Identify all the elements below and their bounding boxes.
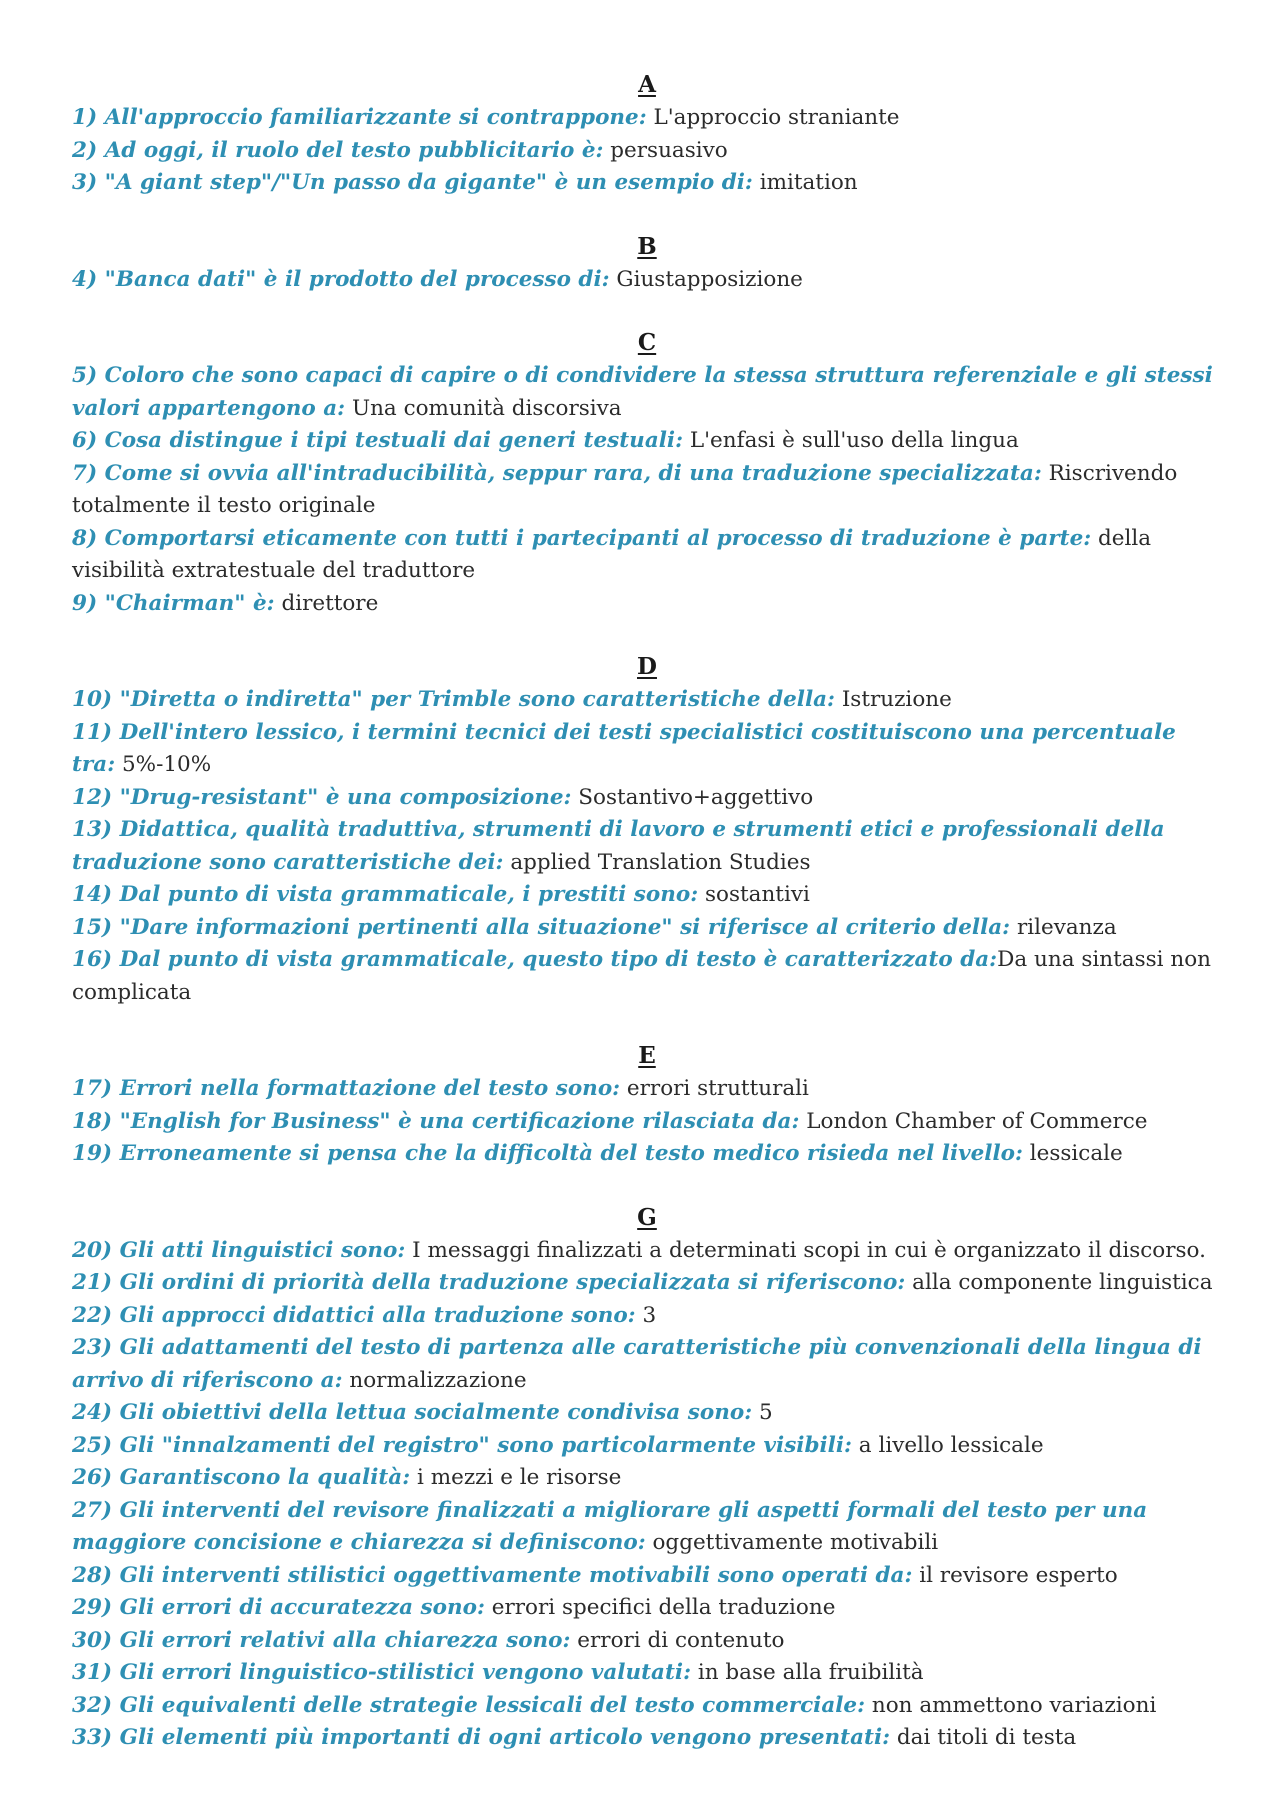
- answer: L'approccio straniante: [646, 105, 900, 130]
- answer: sostantivi: [698, 882, 810, 907]
- qa-item-12: [72, 782, 1222, 815]
- question: 29) Gli errori di accuratezza sono:: [72, 1595, 485, 1620]
- question: 5) Coloro che sono capaci di capire o di condividere la stessa struttura referenziale e gli stessi valori appartengono a:: [72, 363, 1213, 421]
- answer: il revisore esperto: [912, 1562, 1118, 1588]
- answer: Sostantivo+aggettivo: [571, 784, 814, 810]
- answer: 5%-10%: [115, 752, 212, 777]
- answer: i mezzi e le risorse: [410, 1465, 622, 1490]
- question: 3) "A giant step"/"Un passo da gigante" è un esempio di:: [72, 170, 753, 195]
- answer: Da una sintassi non complicata: [72, 947, 1211, 1005]
- qa-item-23: [72, 1332, 1222, 1397]
- answer: 3: [635, 1302, 657, 1328]
- question: 28) Gli interventi stilistici oggettivamente motivabili sono operati da:: [72, 1562, 913, 1588]
- question: 31) Gli errori linguistico-stilistici vengono valutati:: [72, 1660, 692, 1685]
- answer: rilevanza: [1010, 914, 1117, 940]
- question: 16) Dal punto di vista grammaticale, questo tipo di testo è caratterizzato da:: [72, 947, 998, 972]
- qa-item-30: [72, 1625, 1222, 1658]
- question: 11) Dell'intero lessico, i termini tecnici dei testi specialistici costituiscono una percentuale tra:: [72, 719, 1176, 777]
- answer: lessicale: [1022, 1141, 1123, 1166]
- answer: alla componente linguistica: [905, 1270, 1213, 1295]
- qa-item-28: [72, 1560, 1222, 1593]
- qa-item-1: [72, 102, 1222, 135]
- qa-item-7: [72, 458, 1222, 523]
- qa-item-15: [72, 912, 1222, 945]
- qa-item-9: [72, 588, 1222, 621]
- qa-item-25: [72, 1430, 1222, 1463]
- answer: London Chamber of Commerce: [799, 1108, 1148, 1134]
- question: 13) Didattica, qualità traduttiva, strumenti di lavoro e strumenti etici e professionali della traduzione sono caratteristiche dei:: [72, 817, 1165, 875]
- answer: Istruzione: [834, 687, 952, 712]
- question: 17) Errori nella formattazione del testo sono:: [72, 1076, 621, 1101]
- qa-item-21: [72, 1267, 1222, 1300]
- question: 20) Gli atti linguistici sono:: [72, 1237, 406, 1263]
- question: 12) "Drug-resistant" è una composizione:: [72, 784, 572, 810]
- qa-item-8: [72, 523, 1222, 588]
- qa-item-11: [72, 717, 1222, 782]
- question: 2) Ad oggi, il ruolo del testo pubblicitario è:: [72, 137, 604, 163]
- answer: Una comunità discorsiva: [345, 395, 622, 421]
- question: 9) "Chairman" è:: [72, 590, 275, 616]
- answer: 5: [752, 1400, 773, 1425]
- question: 25) Gli "innalzamenti del registro" sono particolarmente visibili:: [72, 1432, 852, 1458]
- qa-item-16: [72, 944, 1222, 1009]
- question: 1) All'approccio familiarizzante si contrappone:: [72, 105, 647, 130]
- qa-item-4: [72, 264, 1222, 297]
- question: 30) Gli errori relativi alla chiarezza sono:: [72, 1627, 571, 1653]
- qa-item-33: [72, 1722, 1222, 1755]
- question: 23) Gli adattamenti del testo di partenza alle caratteristiche più convenzionali della lingua di arrivo di riferiscono a:: [72, 1335, 1202, 1393]
- document-page: [72, 68, 1222, 1755]
- question: 10) "Diretta o indiretta" per Trimble sono caratteristiche della:: [72, 687, 835, 712]
- qa-item-20: [72, 1235, 1222, 1268]
- question: 14) Dal punto di vista grammaticale, i prestiti sono:: [72, 882, 699, 907]
- section-heading-e: E: [638, 1042, 656, 1069]
- section-heading-c: C: [637, 329, 657, 356]
- answer: L'enfasi è sull'uso della lingua: [683, 428, 1019, 453]
- qa-item-18: [72, 1106, 1222, 1139]
- answer: imitation: [752, 170, 858, 195]
- question: 6) Cosa distingue i tipi testuali dai generi testuali:: [72, 428, 684, 453]
- qa-item-2: [72, 135, 1222, 168]
- question: 19) Erroneamente si pensa che la difficoltà del testo medico risieda nel livello:: [72, 1141, 1023, 1166]
- question: 26) Garantiscono la qualità:: [72, 1465, 411, 1490]
- answer: I messaggi finalizzati a determinati scopi in cui è organizzato il discorso.: [405, 1237, 1206, 1263]
- qa-item-22: [72, 1300, 1222, 1333]
- section-heading-b: B: [637, 232, 657, 260]
- answer: a livello lessicale: [851, 1432, 1044, 1458]
- answer: in base alla fruibilità: [691, 1660, 924, 1685]
- question: 4) "Banca dati" è il prodotto del processo di:: [72, 266, 610, 292]
- qa-item-26: [72, 1462, 1222, 1495]
- qa-item-14: [72, 879, 1222, 912]
- answer: Riscrivendo totalmente il testo originale: [72, 460, 1178, 518]
- qa-item-24: [72, 1397, 1222, 1430]
- answer: normalizzazione: [342, 1367, 527, 1393]
- qa-item-13: [72, 814, 1222, 879]
- answer: errori specifici della traduzione: [484, 1595, 836, 1620]
- qa-item-10: [72, 684, 1222, 717]
- answer: oggettivamente motivabili: [645, 1530, 939, 1555]
- question: 21) Gli ordini di priorità della traduzione specializzata si riferiscono:: [72, 1270, 906, 1295]
- answer: errori strutturali: [620, 1076, 809, 1101]
- qa-item-5: [72, 360, 1222, 425]
- answer: persuasivo: [603, 137, 728, 163]
- answer: Giustapposizione: [609, 266, 803, 292]
- answer: della visibilità extratestuale del traduttore: [72, 525, 1152, 583]
- question: 27) Gli interventi del revisore finalizzati a migliorare gli aspetti formali del testo per una maggiore concisione e chiarezza si definiscono:: [72, 1497, 1148, 1555]
- question: 32) Gli equivalenti delle strategie lessicali del testo commerciale:: [72, 1692, 866, 1718]
- qa-item-32: [72, 1690, 1222, 1723]
- answer: applied Translation Studies: [503, 849, 811, 875]
- qa-item-6: [72, 425, 1222, 458]
- section-heading-g: G: [637, 1203, 657, 1231]
- question: 7) Come si ovvia all'intraducibilità, seppur rara, di una traduzione specializzata:: [72, 460, 1042, 486]
- qa-item-17: [72, 1073, 1222, 1106]
- question: 8) Comportarsi eticamente con tutti i partecipanti al processo di traduzione è parte:: [72, 525, 1092, 551]
- answer: direttore: [274, 590, 379, 616]
- question: 33) Gli elementi più importanti di ogni articolo vengono presentati:: [72, 1725, 891, 1750]
- question: 15) "Dare informazioni pertinenti alla situazione" si riferisce al criterio della:: [72, 914, 1011, 940]
- section-heading-d: D: [637, 653, 657, 680]
- qa-item-29: [72, 1592, 1222, 1625]
- question: 22) Gli approcci didattici alla traduzione sono:: [72, 1302, 636, 1328]
- qa-item-19: [72, 1138, 1222, 1171]
- section-heading-a: A: [638, 71, 656, 98]
- question: 24) Gli obiettivi della lettua socialmente condivisa sono:: [72, 1400, 753, 1425]
- answer: dai titoli di testa: [890, 1725, 1077, 1750]
- qa-item-27: [72, 1495, 1222, 1560]
- answer: non ammettono variazioni: [865, 1692, 1157, 1718]
- qa-item-31: [72, 1657, 1222, 1690]
- question: 18) "English for Business" è una certificazione rilasciata da:: [72, 1108, 800, 1134]
- qa-item-3: [72, 167, 1222, 200]
- answer: errori di contenuto: [570, 1627, 785, 1653]
